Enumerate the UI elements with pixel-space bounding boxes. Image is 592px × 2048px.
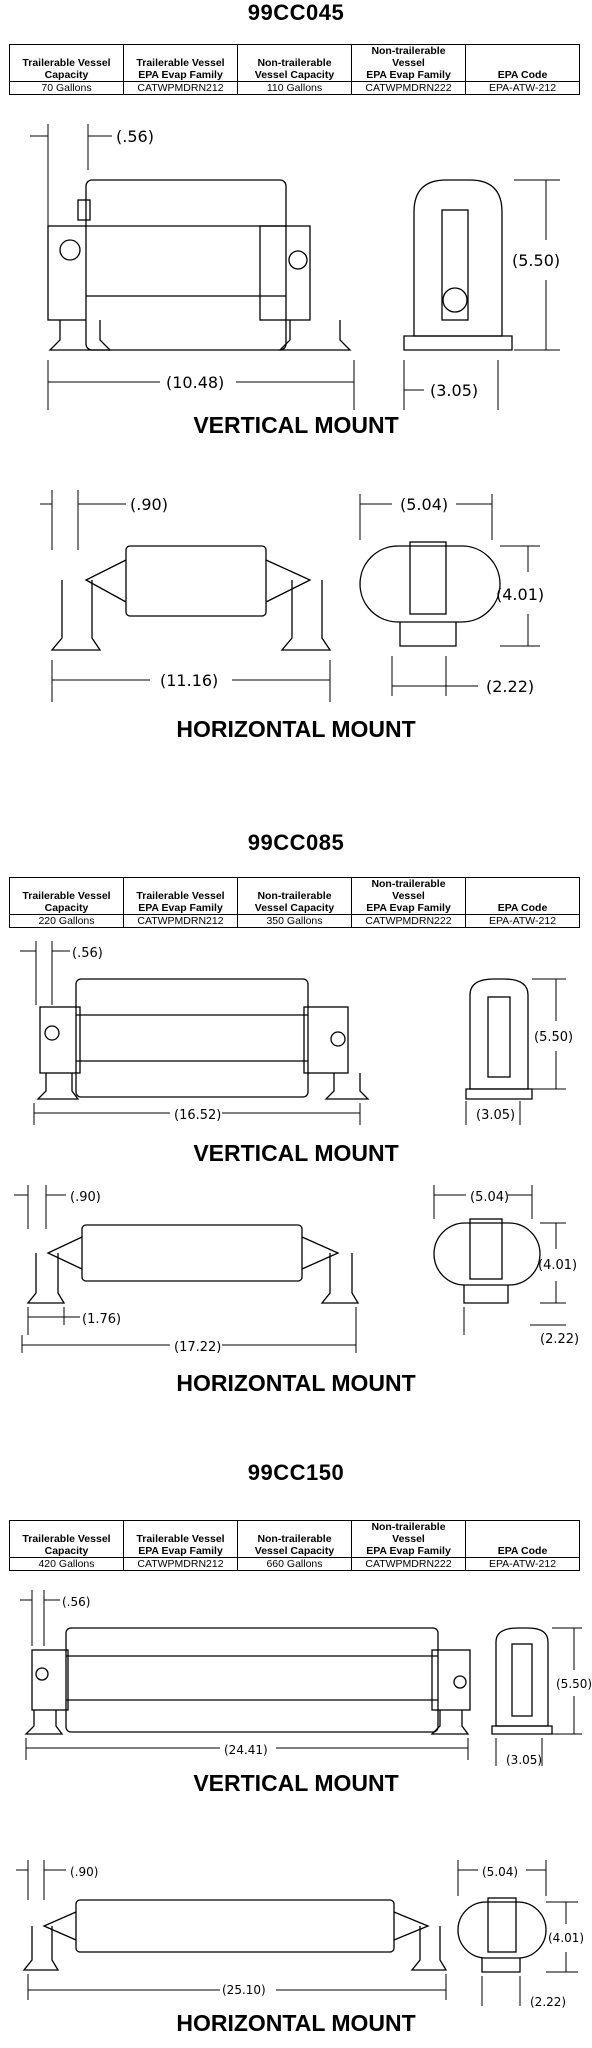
valve-circle — [289, 251, 307, 269]
dim-depth: (2.22) — [530, 1995, 567, 2009]
horizontal-mount-title-99CC045: HORIZONTAL MOUNT — [176, 716, 416, 742]
canister-body — [66, 1628, 438, 1732]
right-stand — [322, 1253, 358, 1303]
dim-offset: (.90) — [130, 495, 168, 514]
vertical-mount-title-99CC085: VERTICAL MOUNT — [193, 1140, 399, 1166]
cell-nontrailerable-epa-family: CATWPMDRN222 — [352, 82, 466, 95]
header-trailerable-capacity: Trailerable Vessel Capacity — [10, 878, 124, 915]
spec-header-row — [10, 878, 580, 915]
dim-offset: (.56) — [72, 946, 103, 961]
left-bracket — [32, 1650, 68, 1710]
dim-height: (4.01) — [496, 585, 545, 604]
cell-nontrailerable-capacity: 110 Gallons — [238, 82, 352, 95]
cell-nontrailerable-epa-family: CATWPMDRN222 — [352, 915, 466, 928]
dim-length: (17.22) — [174, 1340, 222, 1355]
side-view-base — [492, 1726, 552, 1734]
header-trailerable-epa-family: Trailerable Vessel EPA Evap Family — [124, 878, 238, 915]
dim-height: (5.50) — [512, 251, 561, 270]
side-view-bracket — [512, 1644, 532, 1716]
dim-width: (5.04) — [482, 1865, 519, 1879]
header-epa-code: EPA Code — [466, 878, 580, 915]
end-view-body — [360, 546, 500, 622]
left-bracket — [40, 1007, 80, 1073]
end-view-bracket — [410, 542, 446, 614]
end-view-foot — [400, 622, 456, 646]
cell-trailerable-capacity: 70 Gallons — [10, 82, 124, 95]
canister-body — [82, 1225, 302, 1281]
side-view-body — [496, 1628, 548, 1726]
header-trailerable-capacity: Trailerable Vessel Capacity — [10, 1521, 124, 1558]
spec-table-99CC045 — [9, 44, 580, 95]
right-foot — [326, 1073, 368, 1099]
end-view-bracket — [488, 1898, 516, 1952]
dim-offset: (.56) — [116, 127, 154, 146]
end-view-body — [434, 1223, 540, 1285]
dim-height: (5.50) — [534, 1030, 574, 1045]
left-cone — [44, 1912, 76, 1940]
dim-length: (25.10) — [222, 1983, 266, 1997]
dim-depth: (2.22) — [486, 677, 535, 696]
horizontal-mount-title-99CC085: HORIZONTAL MOUNT — [176, 1370, 416, 1396]
side-view-port — [443, 288, 467, 312]
end-view-bracket — [470, 1219, 502, 1279]
spec-table-99CC085 — [9, 877, 580, 928]
dim-foot: (1.76) — [82, 1312, 122, 1327]
port-circle — [60, 240, 80, 260]
valve-circle — [331, 1032, 345, 1046]
canister-body — [126, 546, 266, 616]
spec-header-row — [10, 45, 580, 82]
cell-nontrailerable-capacity: 350 Gallons — [238, 915, 352, 928]
header-nontrailerable-epa-family: Non-trailerable Vessel EPA Evap Family — [352, 1521, 466, 1558]
horizontal-mount-title-99CC150: HORIZONTAL MOUNT — [176, 2010, 416, 2036]
dim-height: (4.01) — [548, 1931, 585, 1945]
port-circle — [36, 1668, 48, 1680]
header-nontrailerable-epa-family: Non-trailerable Vessel EPA Evap Family — [352, 45, 466, 82]
vertical-mount-title-99CC045: VERTICAL MOUNT — [193, 412, 399, 438]
dim-offset: (.90) — [70, 1190, 101, 1205]
horizontal-mount-drawing-99CC045 — [0, 490, 592, 720]
vertical-mount-title-99CC150: VERTICAL MOUNT — [193, 1770, 399, 1796]
dim-depth: (2.22) — [540, 1332, 580, 1347]
canister-body — [86, 180, 286, 350]
dim-depth: (3.05) — [476, 1108, 516, 1123]
header-nontrailerable-capacity: Non-trailerable Vessel Capacity — [238, 1521, 352, 1558]
canister-body — [76, 1900, 394, 1952]
dim-width: (5.04) — [470, 1190, 510, 1205]
dim-offset: (.56) — [62, 1595, 91, 1609]
side-view-base — [404, 336, 512, 350]
right-cone — [266, 560, 310, 602]
dim-length: (24.41) — [224, 1743, 268, 1757]
model-title-99CC045: 99CC045 — [247, 0, 345, 25]
header-trailerable-epa-family: Trailerable Vessel EPA Evap Family — [124, 1521, 238, 1558]
horizontal-mount-drawing-99CC150 — [0, 1860, 592, 2010]
vertical-mount-drawing-99CC085 — [0, 935, 592, 1135]
header-nontrailerable-capacity: Non-trailerable Vessel Capacity — [238, 45, 352, 82]
cell-trailerable-capacity: 220 Gallons — [10, 915, 124, 928]
header-trailerable-capacity: Trailerable Vessel Capacity — [10, 45, 124, 82]
side-view-body — [414, 180, 502, 336]
left-stand — [28, 1253, 64, 1303]
spec-value-row — [10, 915, 580, 928]
port-circle — [45, 1026, 59, 1040]
right-foot — [280, 320, 350, 350]
dim-depth: (3.05) — [506, 1753, 543, 1767]
header-nontrailerable-capacity: Non-trailerable Vessel Capacity — [238, 878, 352, 915]
header-epa-code: EPA Code — [466, 45, 580, 82]
vertical-mount-drawing-99CC045 — [0, 110, 592, 410]
header-epa-code: EPA Code — [466, 1521, 580, 1558]
valve-circle — [454, 1676, 466, 1688]
spec-value-row — [10, 82, 580, 95]
cell-nontrailerable-epa-family: CATWPMDRN222 — [352, 1558, 466, 1571]
header-nontrailerable-epa-family: Non-trailerable Vessel EPA Evap Family — [352, 878, 466, 915]
cell-trailerable-epa-family: CATWPMDRN212 — [124, 915, 238, 928]
left-cone — [48, 1237, 82, 1269]
dim-width: (5.04) — [400, 495, 449, 514]
side-view-base — [466, 1089, 532, 1099]
side-view-bracket — [442, 210, 468, 320]
right-cone — [302, 1237, 338, 1269]
left-stand — [52, 580, 100, 650]
header-trailerable-epa-family: Trailerable Vessel EPA Evap Family — [124, 45, 238, 82]
cell-epa-code: EPA-ATW-212 — [466, 82, 580, 95]
dim-height: (5.50) — [556, 1677, 592, 1691]
dim-height: (4.01) — [538, 1258, 578, 1273]
left-foot — [26, 1710, 62, 1734]
left-foot — [38, 1073, 78, 1099]
cell-trailerable-capacity: 420 Gallons — [10, 1558, 124, 1571]
left-stand — [24, 1926, 58, 1970]
dim-length: (10.48) — [166, 373, 225, 392]
right-stand — [412, 1926, 446, 1970]
cell-trailerable-epa-family: CATWPMDRN212 — [124, 1558, 238, 1571]
side-view-bracket — [488, 997, 510, 1077]
dim-length: (16.52) — [174, 1108, 222, 1123]
spec-header-row — [10, 1521, 580, 1558]
cell-nontrailerable-capacity: 660 Gallons — [238, 1558, 352, 1571]
horizontal-mount-drawing-99CC085 — [0, 1185, 592, 1355]
right-bracket — [304, 1007, 348, 1073]
end-view-foot — [482, 1958, 520, 1972]
canister-body — [76, 979, 308, 1097]
model-title-99CC085: 99CC085 — [247, 830, 345, 855]
right-cone — [394, 1912, 428, 1940]
spec-value-row — [10, 1558, 580, 1571]
end-view-body — [458, 1902, 546, 1958]
cell-trailerable-epa-family: CATWPMDRN212 — [124, 82, 238, 95]
cell-epa-code: EPA-ATW-212 — [466, 1558, 580, 1571]
end-view-foot — [464, 1285, 508, 1303]
side-view-body — [470, 979, 528, 1089]
model-title-99CC150: 99CC150 — [247, 1460, 345, 1485]
cell-epa-code: EPA-ATW-212 — [466, 915, 580, 928]
dim-offset: (.90) — [70, 1865, 99, 1879]
dim-length: (11.16) — [160, 671, 219, 690]
dim-depth: (3.05) — [430, 381, 479, 400]
spec-table-99CC150 — [9, 1520, 580, 1571]
vertical-mount-drawing-99CC150 — [0, 1590, 592, 1770]
